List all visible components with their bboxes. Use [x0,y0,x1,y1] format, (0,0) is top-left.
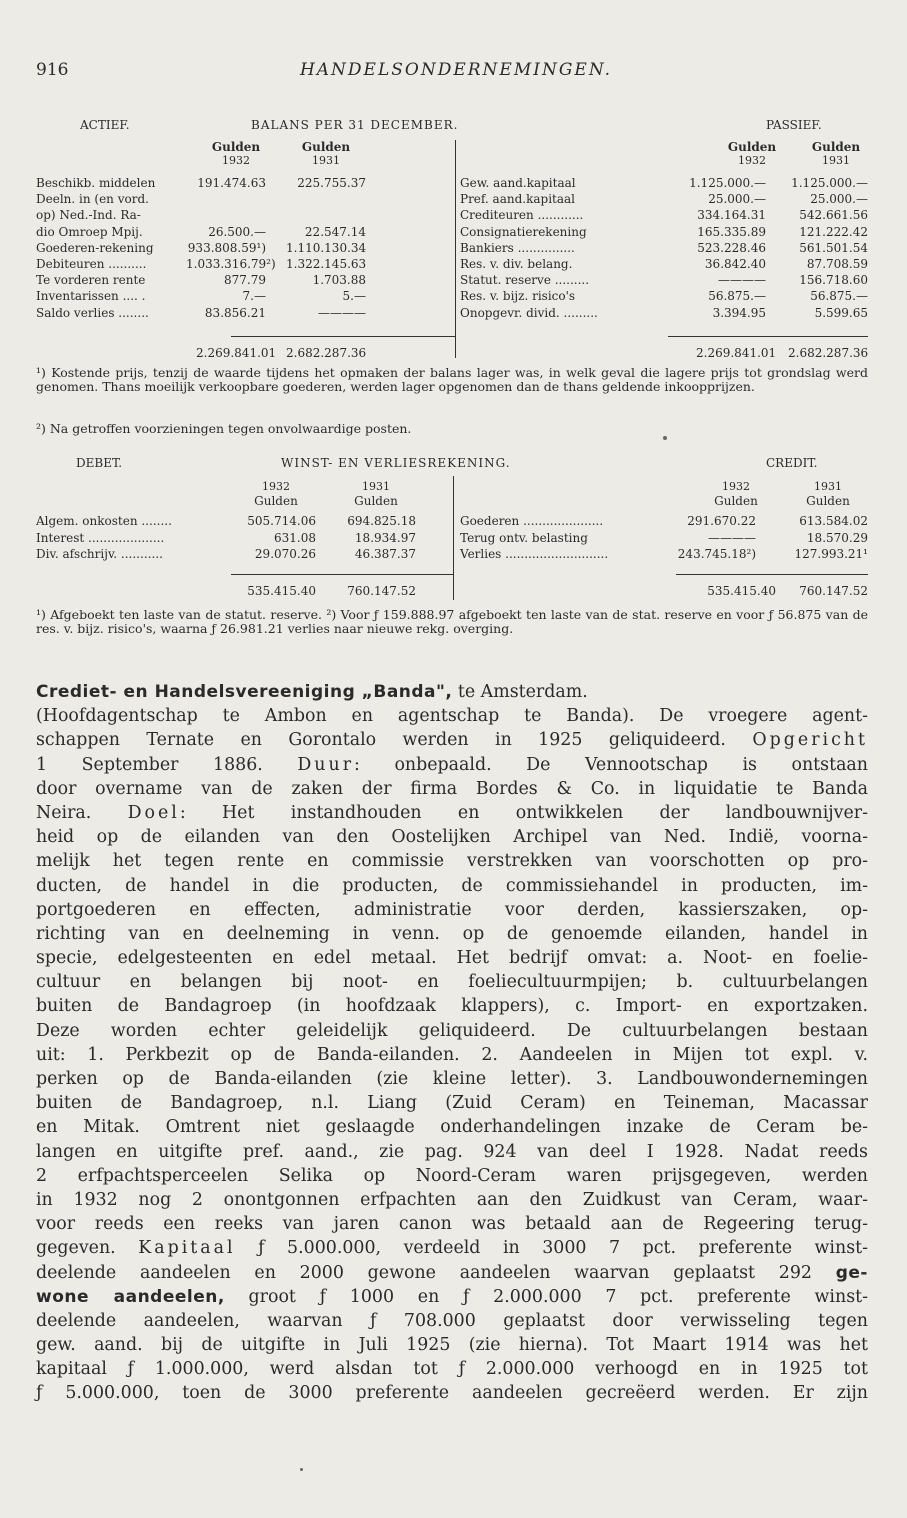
prose-text: 1 September 1886. [36,754,298,775]
prose-text: te Amsterdam. [452,682,588,702]
credit-total-1931: 760.147.52 [799,584,868,598]
prose-text: kapitaal ƒ 1.000.000, werd alsdan tot ƒ 2.000.000 verhoogd en in 1925 tot [36,1359,868,1380]
liability-row-v1932: 523.228.46 [697,240,766,255]
pl-title-right: CREDIT. [766,456,818,470]
prose-text: ƒ 5.000.000, verdeeld in 3000 7 pct. preferente winst- [235,1238,868,1259]
prose-line [36,1357,868,1381]
prose-line [36,970,868,994]
asset-row-v1931: 225.755.37 [297,176,366,190]
ink-dot [663,436,667,440]
assets-col-1932-currency: Gulden [211,140,261,154]
liab-total-1931: 2.682.287.36 [788,346,869,360]
assets-col-1931-currency: Gulden [301,140,351,154]
prose-line [36,1333,868,1357]
balance-title-left: ACTIEF. [80,118,130,132]
debit-row-v1931: 18.934.97 [354,530,416,545]
asset-row-v1932: 933.808.59¹) [187,240,266,255]
asset-row-v1932: 877.79 [224,273,266,288]
pl-title-left: DEBET. [76,456,123,470]
prose-text: : onbepaald. De Vennootschap is ontstaan [354,754,869,775]
asset-row-label: Debiteuren .......... [36,257,147,271]
credit-row-v1931: 127.993.21¹ [794,547,868,561]
asset-row-label: Deeln. in (en vord. [36,192,149,207]
balance-title-center: BALANS PER 31 DECEMBER. [251,118,459,132]
debit-row-label: Div. afschrijv. ........... [36,547,163,561]
prose-line [36,922,868,946]
prose-line [36,801,868,825]
prose-text: voor reeds een reeks van jaren canon was betaald aan de Regeering terug- [36,1214,868,1235]
asset-row-v1932: 26.500.— [208,224,266,239]
asset-row-v1932: 7.— [242,289,266,304]
asset-row-label: dio Omroep Mpij. [36,224,143,239]
liability-row-label: Crediteuren ............ [460,208,584,223]
running-title: HANDELSONDERNEMINGEN. [299,60,613,80]
asset-row-v1932: 191.474.63 [197,176,266,190]
pl-statement [36,456,870,600]
debit-row-v1931: 694.825.18 [347,514,416,528]
assets-col-1931-year: 1931 [312,154,340,167]
prose-line [36,1164,868,1188]
prose-text: gew. aand. bij de uitgifte in Juli 1925 (zie hierna). Tot Maart 1914 was het [36,1335,868,1356]
balance-title-right: PASSIEF. [766,118,822,132]
prose-line [36,898,868,922]
prose-line [36,1067,868,1091]
liability-row-v1931: 5.599.65 [814,305,868,320]
debit-col-1931-year: 1931 [362,480,390,493]
debit-row-label: Algem. onkosten ........ [36,514,172,528]
asset-row-v1931: 1.322.145.63 [286,257,367,271]
pl-total-rule-right [676,574,868,575]
liab-total-1932: 2.269.841.01 [696,346,777,360]
asset-row-label: op) Ned.-Ind. Ra- [36,208,141,223]
liab-col-1931-currency: Gulden [811,140,861,154]
prose-line [36,946,868,970]
prose-line [36,994,868,1018]
prose-text: : Het instandhouden en ontwikkelen der landbouwnijver- [179,802,868,823]
liability-row-v1931: 561.501.54 [799,240,868,255]
liab-col-1932-currency: Gulden [727,140,777,154]
spaced-keyword: Duur [297,754,355,775]
asset-row-v1931: 5.— [342,289,366,304]
pl-footnote: ¹) Afgeboekt ten laste van de statut. reserve. ²) Voor ƒ 159.888.97 afgeboekt ten laste van de stat. reserve en voor ƒ 56.875 van de res. v. bijz. risico's, waarna ƒ 26.981.21 verlies naar nieuwe rekg. overging. [36,607,868,636]
credit-row-label: Goederen ..................... [460,514,604,528]
debit-row-v1932: 29.070.26 [254,547,316,561]
prose-text: cultuur en belangen bij noot- en foeliecultuurmpijen; b. cultuurbelangen [36,972,868,993]
liability-row-v1932: ———— [718,273,766,288]
prose-text: door overname van de zaken der firma Bordes & Co. in liquidatie te Banda [36,778,868,799]
prose-line [36,1140,868,1164]
assets-col-1932-year: 1932 [222,154,250,167]
prose-text: in 1932 nog 2 onontgonnen erfpachten aan den Zuidkust van Ceram, waar- [36,1189,868,1210]
assets-total-1931: 2.682.287.36 [286,346,367,360]
bold-heading-text: ge- [835,1262,868,1283]
prose-text: portgoederen en effecten, administratie voor derden, kassierszaken, op- [36,899,868,920]
debit-row-label: Interest .................... [36,530,165,545]
company-description [36,680,868,1406]
balance-footnote-1: ¹) Kostende prijs, tenzij de waarde tijdens het opmaken der balans lager was, in welk geval die lagere prijs tot grondslag werd genomen. Thans moeilijk verkoopbare goederen, werden lager opgenomen dan de thans geldende inkoopprijzen. [36,365,868,394]
asset-row-v1931: ———— [318,305,366,320]
prose-text: Deze worden echter geleidelijk geliquideerd. De cultuurbelangen bestaan [36,1020,868,1041]
liability-row-label: Onopgevr. divid. ......... [460,305,598,320]
credit-row-v1932: ———— [708,530,756,545]
prose-text: gegeven. [36,1238,139,1259]
credit-row-label: Terug ontv. belasting [460,530,588,545]
pl-total-rule-left [231,574,453,575]
liability-row-label: Pref. aand.kapitaal [460,192,576,207]
liability-row-v1932: 1.125.000.— [689,176,766,190]
asset-row-v1932: 83.856.21 [204,305,266,320]
liability-row-v1932: 334.164.31 [697,208,766,223]
liab-col-1931-year: 1931 [822,154,850,167]
bold-heading-text: wone aandeelen, [36,1286,225,1307]
prose-text: buiten de Bandagroep (in hoofdzaak klappers), c. Import- en exportzaken. [36,996,868,1017]
credit-col-1932-year: 1932 [722,480,750,493]
liability-row-label: Res. v. bijz. risico's [460,289,576,304]
assets-total-1932: 2.269.841.01 [196,346,277,360]
page-number: 916 [36,60,69,80]
liability-row-v1932: 56.875.— [708,289,766,304]
credit-row-v1931: 18.570.29 [806,530,868,545]
page-header [36,60,876,84]
prose-text: en Mitak. Omtrent niet geslaagde onderhandelingen inzake de Ceram be- [36,1117,868,1138]
asset-row-label: Te vorderen rente [36,273,146,288]
credit-row-v1932: 243.745.18²) [677,547,756,561]
prose-text: richting van en deelneming in venn. op de genoemde eilanden, handel in [36,923,868,944]
liab-col-1932-year: 1932 [738,154,766,167]
prose-line [36,825,868,849]
asset-row-v1931: 22.547.14 [304,224,366,239]
balance-sheet [36,118,870,358]
prose-text: melijk het tegen rente en commissie verstrekken van voorschotten op pro- [36,851,868,872]
asset-row-label: Inventarissen .... . [36,289,146,304]
credit-col-1931-currency: Gulden [806,494,850,508]
liability-row-label: Gew. aand.kapitaal [460,176,576,190]
prose-line [36,753,868,777]
liability-row-label: Statut. reserve ......... [460,273,590,288]
prose-text: buiten de Bandagroep, n.l. Liang (Zuid Ceram) en Teineman, Macassar [36,1093,868,1114]
liability-row-v1931: 56.875.— [810,289,868,304]
prose-text: ƒ 5.000.000, toen de 3000 preferente aandeelen gecreëerd werden. Er zijn [36,1383,868,1404]
credit-row-label: Verlies ........................... [460,547,609,561]
prose-text: heid op de eilanden van den Oostelijken Archipel van Ned. Indië, voorna- [36,827,868,848]
balance-footnote-2: ²) Na getroffen voorzieningen tegen onvolwaardige posten. [36,421,412,436]
debit-total-1932: 535.415.40 [247,584,316,598]
debit-row-v1932: 505.714.06 [247,514,316,528]
prose-line [36,728,868,752]
prose-text: Neira. [36,802,128,823]
prose-text: deelende aandeelen en 2000 gewone aandeelen waarvan geplaatst 292 [36,1262,836,1283]
balance-total-rule-left [231,336,456,337]
pl-title-center: WINST- EN VERLIESREKENING. [281,456,511,470]
prose-text: specie, edelgesteenten en edel metaal. Het bedrijf omvat: a. Noot- en foelie- [36,948,868,969]
prose-line [36,1236,868,1260]
prose-text: uit: 1. Perkbezit op de Banda-eilanden. 2. Aandeelen in Mijen tot expl. v. [36,1044,868,1065]
asset-row-v1932: 1.033.316.79²) [186,257,276,271]
spaced-keyword: Opgericht [752,730,868,751]
prose-text: (Hoofdagentschap te Ambon en agentschap te Banda). De vroegere agent- [36,706,868,727]
prose-line [36,777,868,801]
prose-text: ducten, de handel in die producten, de commissiehandel in producten, im- [36,875,868,896]
prose-line [36,1309,868,1333]
prose-line [36,704,868,728]
liability-row-v1932: 25.000.— [708,192,766,207]
liability-row-v1932: 3.394.95 [712,305,766,320]
liability-row-v1932: 165.335.89 [697,224,766,239]
liability-row-v1931: 25.000.— [810,192,868,207]
pl-divider [453,476,454,600]
spaced-keyword: Kapitaal [138,1238,236,1259]
liability-row-label: Consignatierekening [460,224,587,239]
debit-col-1932-year: 1932 [262,480,290,493]
credit-total-1932: 535.415.40 [707,584,776,598]
prose-line [36,1285,868,1309]
debit-row-v1932: 631.08 [274,530,316,545]
prose-text: langen en uitgifte pref. aand., zie pag. 924 van deel I 1928. Nadat reeds [36,1141,868,1162]
prose-line [36,1019,868,1043]
credit-col-1931-year: 1931 [814,480,842,493]
prose-text: 2 erfpachtsperceelen Selika op Noord-Ceram waren prijsgegeven, werden [36,1165,868,1186]
asset-row-v1931: 1.703.88 [312,273,366,288]
debit-row-v1931: 46.387.37 [354,547,416,561]
liability-row-label: Res. v. div. belang. [460,257,573,271]
prose-text: groot ƒ 1000 en ƒ 2.000.000 7 pct. preferente winst- [224,1286,868,1307]
debit-col-1931-currency: Gulden [354,494,398,508]
liability-row-v1931: 121.222.42 [799,224,868,239]
asset-row-label: Goederen-rekening [36,240,154,255]
prose-text: deelende aandeelen, waarvan ƒ 708.000 geplaatst door verwisseling tegen [36,1310,868,1331]
ink-dot-bottom [300,1468,303,1471]
credit-col-1932-currency: Gulden [714,494,758,508]
credit-row-v1932: 291.670.22 [687,514,756,528]
asset-row-label: Beschikb. middelen [36,176,156,190]
prose-line [36,1091,868,1115]
prose-text: perken op de Banda-eilanden (zie kleine letter). 3. Landbouwondernemingen [36,1069,868,1089]
liability-row-v1931: 156.718.60 [799,273,868,288]
spaced-keyword: Doel [127,802,180,823]
asset-row-v1931: 1.110.130.34 [286,240,367,255]
prose-line [36,849,868,873]
liability-row-label: Bankiers ............... [460,240,575,255]
prose-line [36,874,868,898]
liability-row-v1932: 36.842.40 [704,257,766,271]
balance-total-rule-right [668,336,868,337]
liability-row-v1931: 1.125.000.— [791,176,868,190]
asset-row-label: Saldo verlies ........ [36,305,149,320]
prose-line [36,1188,868,1212]
prose-line [36,680,868,704]
debit-total-1931: 760.147.52 [347,584,416,598]
debit-col-1932-currency: Gulden [254,494,298,508]
prose-line [36,1261,868,1285]
prose-line [36,1115,868,1139]
prose-line [36,1212,868,1236]
credit-row-v1931: 613.584.02 [799,514,868,528]
bold-heading-text: Crediet- en Handelsvereeniging „Banda", [36,682,453,702]
prose-line [36,1043,868,1067]
prose-text: schappen Ternate en Gorontalo werden in 1925 geliquideerd. [36,730,753,751]
liability-row-v1931: 542.661.56 [799,208,868,223]
liability-row-v1931: 87.708.59 [806,257,868,271]
balance-divider [455,140,456,358]
prose-line [36,1381,868,1405]
